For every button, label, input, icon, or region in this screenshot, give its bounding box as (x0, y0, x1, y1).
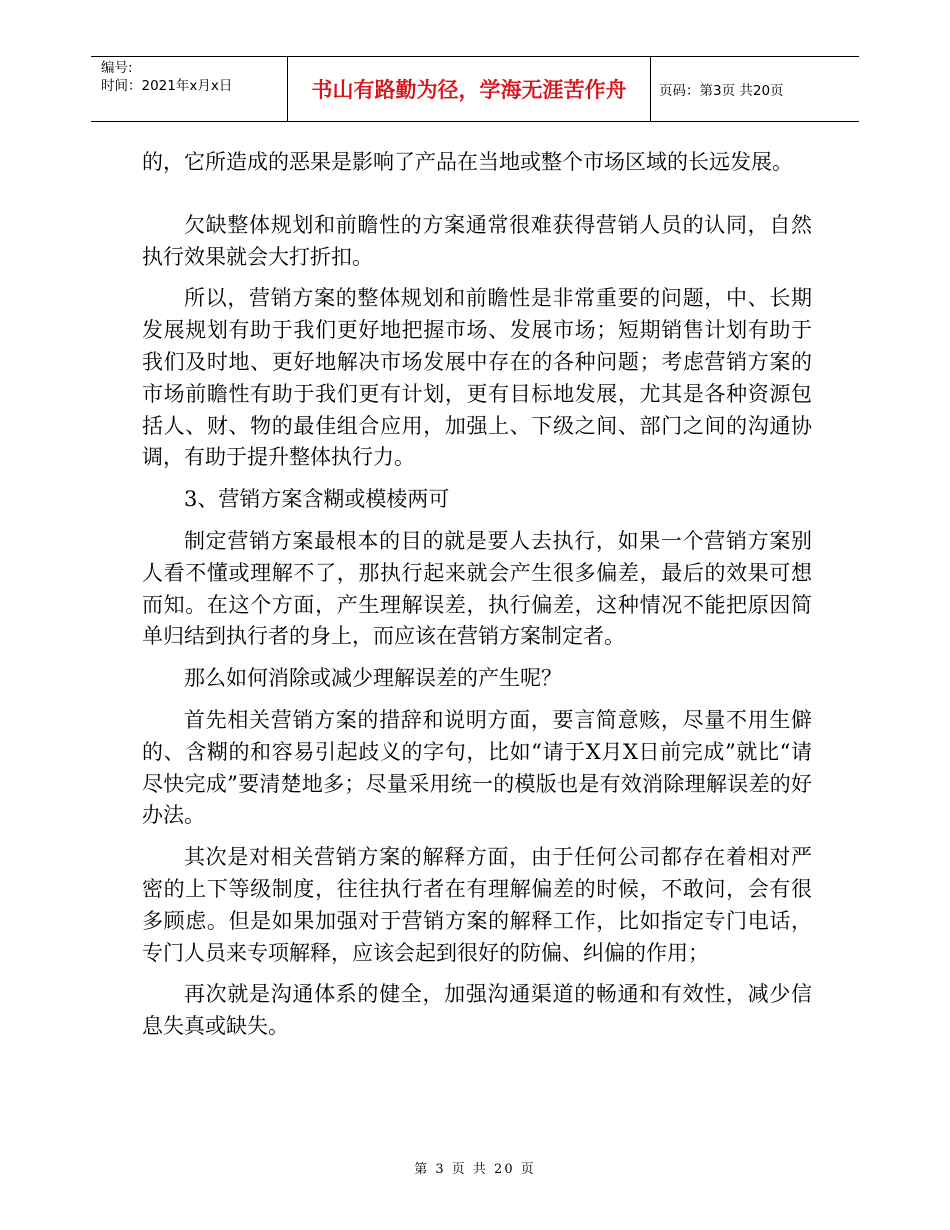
document-body (142, 147, 812, 1043)
paragraph-continuation: 的，它所造成的恶果是影响了产品在当地或整个市场区域的长远发展。 (142, 150, 793, 174)
page-header (91, 56, 859, 122)
paragraph: 首先相关营销方案的措辞和说明方面，要言简意赅，尽量不用生僻的、含糊的和容易引起歧义的字句，比如“请于X月X日前完成”就比“请尽快完成”要清楚地多；尽量采用统一的模版也是有效消除理解误差的好办法。 (142, 707, 812, 828)
paragraph-question: 那么如何消除或减少理解误差的产生呢？ (184, 666, 562, 691)
header-page-label: 页码：第3页 共20页 (659, 83, 784, 99)
document-time-label: 时间：2021年x月x日 (101, 78, 233, 94)
paragraph: 所以，营销方案的整体规划和前瞻性是非常重要的问题，中、长期发展规划有助于我们更好地把握市场、发展市场；短期销售计划有助于我们及时地、更好地解决市场发展中存在的各种问题；考虑营销方案的市场前瞻性有助于我们更有计划，更有目标地发展，尤其是各种资源包括人、财、物的最佳组合应用，加强上、下级之间、部门之间的沟通协调，有助于提升整体执行力。 (142, 286, 812, 470)
paragraph: 再次就是沟通体系的健全，加强沟通渠道的畅通和有效性，减少信息失真或缺失。 (142, 982, 812, 1039)
section-heading: 3、营销方案含糊或模棱两可 (184, 487, 450, 512)
paragraph: 欠缺整体规划和前瞻性的方案通常很难获得营销人员的认同，自然执行效果就会大打折扣。 (142, 212, 812, 269)
document-number-label: 编号: (101, 60, 133, 76)
paragraph: 制定营销方案最根本的目的就是要人去执行，如果一个营销方案别人看不懂或理解不了，那执行起来就会产生很多偏差，最后的效果可想而知。在这个方面，产生理解误差，执行偏差，这种情况不能把原因简单归结到执行者的身上，而应该在营销方案制定者。 (142, 528, 812, 649)
page-footer: 第 3 页 共 20 页 (414, 1162, 536, 1177)
header-meta (91, 57, 287, 121)
paragraph: 其次是对相关营销方案的解释方面，由于任何公司都存在着相对严密的上下等级制度，往往执行者在有理解偏差的时候，不敢问，会有很多顾虑。但是如果加强对于营销方案的解释工作，比如指定专门电话，专门人员来专项解释，应该会起到很好的防偏、纠偏的作用； (142, 845, 812, 965)
header-motto: 书山有路勤为径，学海无涯苦作舟 (287, 57, 651, 121)
